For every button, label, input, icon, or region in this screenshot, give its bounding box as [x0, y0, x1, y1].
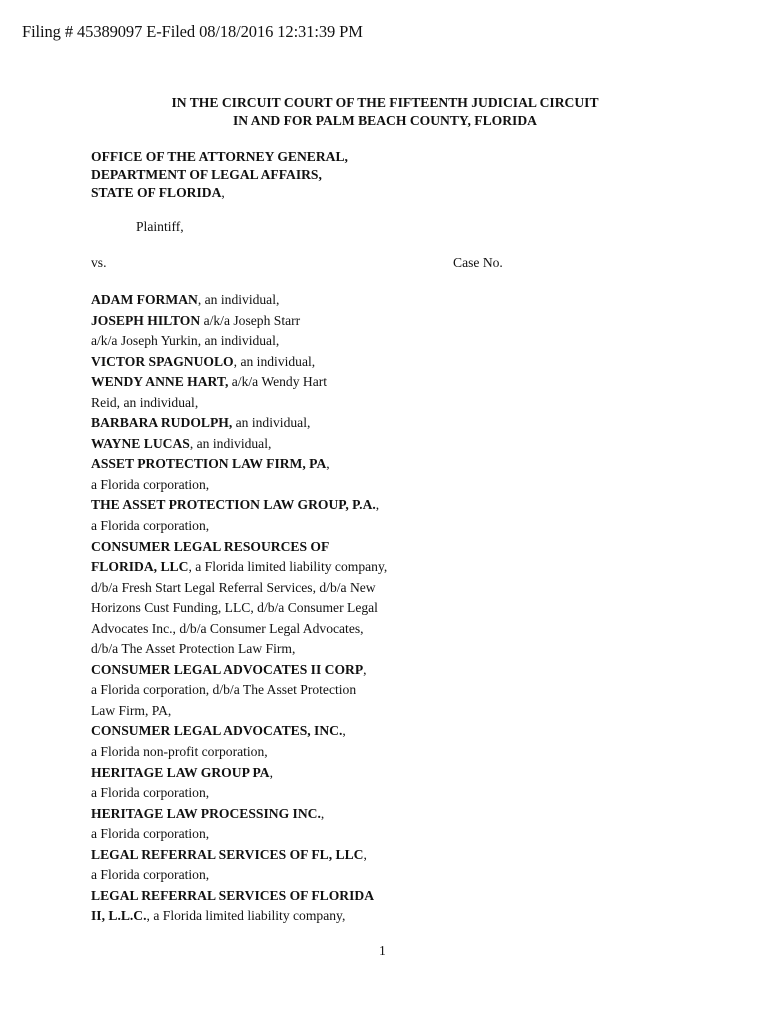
plaintiff-state: STATE OF FLORIDA: [91, 185, 222, 200]
defendant-description: a/k/a Joseph Yurkin, an individual,: [91, 333, 280, 349]
defendant-line: [91, 495, 387, 516]
page-number: 1: [379, 943, 386, 958]
defendant-line: [91, 290, 387, 311]
defendant-description: Reid, an individual,: [91, 394, 199, 410]
defendant-name: HERITAGE LAW GROUP PA: [91, 764, 270, 780]
case-number-label: Case No.: [453, 255, 503, 270]
defendant-line: [91, 311, 387, 332]
defendant-line: [91, 824, 387, 845]
defendant-line: [91, 413, 387, 434]
plaintiff-line-1: OFFICE OF THE ATTORNEY GENERAL,: [91, 149, 348, 164]
defendant-name: ADAM FORMAN: [91, 292, 198, 307]
defendant-description: a Florida non-profit corporation,: [91, 744, 268, 760]
defendant-line: [91, 578, 387, 599]
defendant-line: [91, 516, 387, 537]
court-line-2: IN AND FOR PALM BEACH COUNTY, FLORIDA: [233, 113, 537, 128]
defendants-list: [91, 290, 387, 927]
defendant-line: [91, 660, 387, 681]
versus-label: vs.: [91, 255, 107, 270]
defendant-name: CONSUMER LEGAL ADVOCATES II CORP: [91, 661, 364, 677]
defendant-name: CONSUMER LEGAL RESOURCES OF: [91, 538, 330, 554]
defendant-description: a/k/a Wendy Hart: [228, 374, 328, 390]
defendant-line: [91, 763, 387, 784]
defendant-description: , a Florida limited liability company,: [146, 908, 346, 924]
defendant-name: LEGAL REFERRAL SERVICES OF FLORIDA: [91, 887, 375, 903]
defendant-line: [91, 331, 387, 352]
defendant-line: [91, 639, 387, 660]
plaintiff-state-comma: ,: [221, 185, 225, 200]
defendant-line: [91, 598, 387, 619]
defendant-line: [91, 701, 387, 722]
defendant-description: Advocates Inc., d/b/a Consumer Legal Advocates,: [91, 620, 364, 636]
filing-stamp: Filing # 45389097 E-Filed 08/18/2016 12:31:39 PM: [22, 22, 363, 41]
defendant-description: , a Florida limited liability company,: [188, 559, 388, 575]
defendant-name: II, L.L.C.: [91, 908, 147, 924]
defendant-line: [91, 537, 387, 558]
defendant-description: a Florida corporation, d/b/a The Asset Protection: [91, 682, 357, 698]
defendant-line: [91, 865, 387, 886]
defendant-description: , an individual,: [233, 353, 316, 369]
defendant-description: a Florida corporation,: [91, 785, 210, 801]
defendant-line: [91, 557, 387, 578]
defendant-description: ,: [363, 846, 367, 862]
defendant-description: ,: [363, 661, 367, 677]
defendant-description: ,: [342, 723, 346, 739]
defendant-line: [91, 742, 387, 763]
defendant-line: [91, 434, 387, 455]
defendant-line: [91, 352, 387, 373]
defendant-line: [91, 906, 387, 927]
defendant-line: [91, 804, 387, 825]
defendant-description: an individual,: [232, 415, 311, 431]
defendant-line: [91, 619, 387, 640]
plaintiff-label: Plaintiff,: [136, 219, 184, 234]
defendant-name: JOSEPH HILTON: [91, 312, 201, 328]
defendant-description: ,: [375, 497, 380, 513]
defendant-description: d/b/a The Asset Protection Law Firm,: [91, 641, 296, 657]
defendant-description: Law Firm, PA,: [91, 702, 172, 718]
defendant-description: a Florida corporation,: [91, 518, 210, 534]
defendant-line: [91, 372, 387, 393]
defendant-line: [91, 475, 387, 496]
defendant-line: [91, 886, 387, 907]
defendant-name: THE ASSET PROTECTION LAW GROUP, P.A.: [91, 497, 376, 513]
defendant-description: Horizons Cust Funding, LLC, d/b/a Consumer Legal: [91, 600, 378, 616]
defendant-line: [91, 721, 387, 742]
defendant-name: HERITAGE LAW PROCESSING INC.: [91, 805, 321, 821]
defendant-line: [91, 783, 387, 804]
defendant-description: a Florida corporation,: [91, 826, 210, 842]
defendant-description: , an individual,: [189, 435, 272, 451]
defendant-name: CONSUMER LEGAL ADVOCATES, INC.: [91, 723, 343, 739]
defendant-line: [91, 845, 387, 866]
defendant-description: a Florida corporation,: [91, 476, 210, 492]
defendant-description: ,: [269, 764, 274, 780]
court-line-1: IN THE CIRCUIT COURT OF THE FIFTEENTH JUDICIAL CIRCUIT: [171, 95, 599, 110]
defendant-line: [91, 393, 387, 414]
defendant-description: a Florida corporation,: [91, 867, 210, 883]
defendant-description: ,: [320, 805, 325, 821]
defendant-name: FLORIDA, LLC: [91, 559, 189, 575]
court-caption: [0, 94, 770, 130]
plaintiff-line-2: DEPARTMENT OF LEGAL AFFAIRS,: [91, 167, 322, 182]
defendant-name: VICTOR SPAGNUOLO: [91, 353, 234, 369]
defendant-name: WAYNE LUCAS: [91, 435, 190, 451]
defendant-name: BARBARA RUDOLPH,: [91, 415, 233, 431]
defendant-description: , an individual,: [197, 292, 280, 307]
defendant-description: d/b/a Fresh Start Legal Referral Services, d/b/a New: [91, 579, 376, 595]
defendant-name: ASSET PROTECTION LAW FIRM, PA: [91, 456, 327, 472]
defendant-name: WENDY ANNE HART,: [91, 374, 229, 390]
plaintiff-name: [91, 148, 348, 202]
defendant-description: a/k/a Joseph Starr: [200, 312, 301, 328]
defendant-line: [91, 454, 387, 475]
defendant-name: LEGAL REFERRAL SERVICES OF FL, LLC: [91, 846, 364, 862]
plaintiff-line-3: [91, 184, 348, 202]
defendant-description: ,: [326, 456, 330, 472]
defendant-line: [91, 680, 387, 701]
